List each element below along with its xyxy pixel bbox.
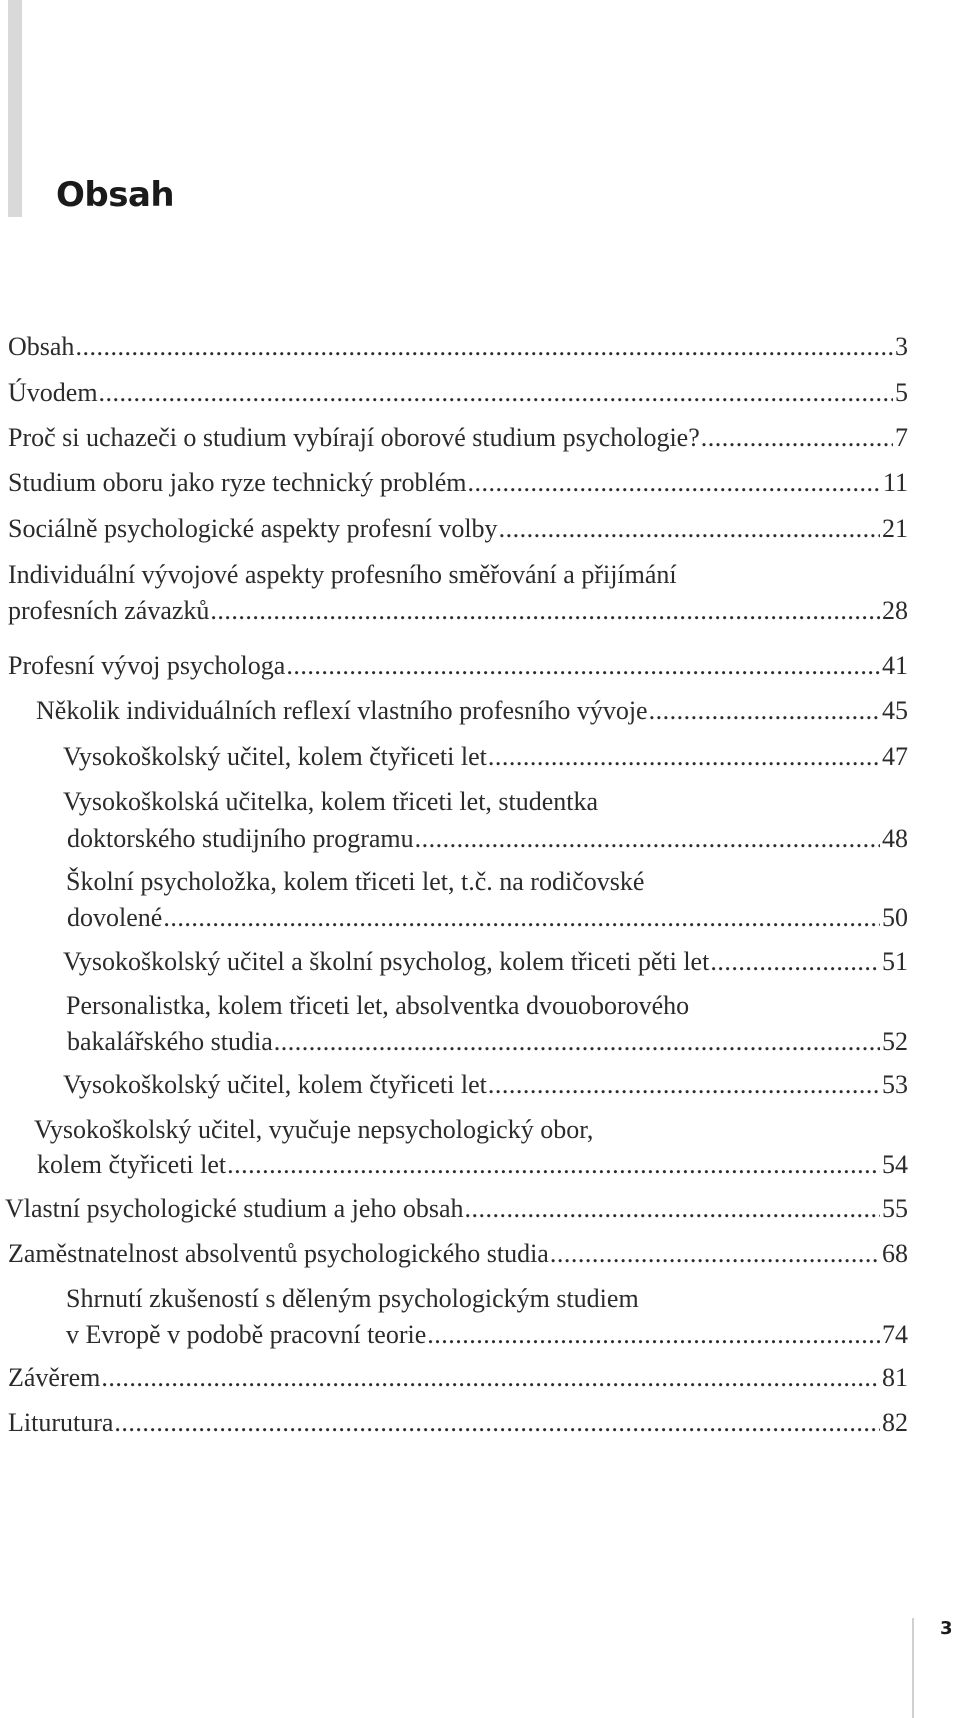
toc-entry-title: Studium oboru jako ryze technický problém <box>8 468 467 497</box>
toc-entry-title: Několik individuálních reflexí vlastního profesního vývoje <box>36 696 648 725</box>
toc-entry-title: Proč si uchazeči o studium vybírají oborové studium psychologie? <box>8 423 700 452</box>
toc-entry-page: 82 <box>882 1408 908 1437</box>
toc-entry-title: Personalistka, kolem třiceti let, absolventka dvouoborového <box>66 991 690 1020</box>
toc-entry-page: 74 <box>882 1320 908 1349</box>
toc-leader-dots <box>468 468 881 498</box>
toc-leader-dots <box>210 596 880 626</box>
page-title: Obsah <box>56 175 175 215</box>
toc-entry-title: Vlastní psychologické studium a jeho obsah <box>5 1194 464 1223</box>
toc-entry-line-wrapped <box>66 1284 639 1314</box>
toc-leader-dots <box>227 1150 880 1180</box>
toc-entry-page: 3 <box>895 332 908 361</box>
toc-entry-page: 55 <box>882 1194 908 1223</box>
toc-entry-title: Liturutura <box>8 1408 114 1437</box>
toc-entry-title: bakalářského studia <box>67 1027 273 1056</box>
toc-entry-line <box>8 1239 908 1269</box>
toc-entry-line <box>67 1027 908 1057</box>
toc-entry-line <box>66 1320 908 1350</box>
toc-leader-dots <box>274 1027 880 1057</box>
toc-entry-line <box>36 696 908 726</box>
toc-entry-title: Individuální vývojové aspekty profesního směřování a přijímání <box>8 560 677 589</box>
toc-entry-line <box>63 742 908 772</box>
page-number-rule <box>912 1618 914 1718</box>
toc-entry-title: Vysokoškolský učitel, kolem čtyřiceti let <box>63 1070 487 1099</box>
toc-entry-title: profesních závazků <box>8 596 210 625</box>
toc-leader-dots <box>286 651 880 681</box>
toc-entry-line <box>67 824 908 854</box>
toc-leader-dots <box>488 742 880 772</box>
toc-entry-line-wrapped <box>66 991 689 1021</box>
toc-entry-line <box>5 1194 908 1224</box>
page-accent-bar <box>8 0 22 217</box>
toc-entry-title: dovolené <box>67 903 163 932</box>
toc-entry-title: doktorského studijního programu <box>67 824 414 853</box>
toc-leader-dots <box>415 824 880 854</box>
toc-entry-page: 81 <box>882 1363 908 1392</box>
toc-entry-title: Obsah <box>8 332 75 361</box>
toc-leader-dots <box>163 903 880 933</box>
toc-entry-title: Školní psycholožka, kolem třiceti let, t.č. na rodičovské <box>66 867 645 896</box>
toc-leader-dots <box>99 378 893 408</box>
toc-entry-title: Zaměstnatelnost absolventů psychologického studia <box>8 1239 549 1268</box>
toc-entry-title: v Evropě v podobě pracovní teorie <box>66 1320 427 1349</box>
toc-entry-title: Shrnutí zkušeností s děleným psychologickým studiem <box>66 1284 639 1313</box>
toc-entry-line <box>63 1070 908 1100</box>
toc-entry-line-wrapped <box>66 867 644 897</box>
toc-leader-dots <box>114 1408 880 1438</box>
toc-entry-line-wrapped <box>63 787 598 817</box>
toc-entry-page: 47 <box>882 742 908 771</box>
toc-leader-dots <box>488 1070 880 1100</box>
toc-entry-line <box>8 1408 908 1438</box>
toc-entry-page: 21 <box>882 514 908 543</box>
page-number: 3 <box>940 1618 953 1639</box>
toc-entry-page: 11 <box>882 468 908 497</box>
toc-entry-line <box>8 651 908 681</box>
toc-entry-page: 5 <box>895 378 908 407</box>
toc-leader-dots <box>427 1320 880 1350</box>
toc-entry-line <box>8 1363 908 1393</box>
toc-entry-title: Závěrem <box>8 1363 101 1392</box>
toc-entry-line <box>8 378 908 408</box>
toc-leader-dots <box>101 1363 880 1393</box>
toc-leader-dots <box>75 332 893 362</box>
toc-entry-line <box>37 1150 908 1180</box>
toc-entry-page: 7 <box>895 423 908 452</box>
toc-entry-page: 52 <box>882 1027 908 1056</box>
toc-entry-page: 41 <box>882 651 908 680</box>
toc-entry-title: Úvodem <box>8 378 98 407</box>
toc-entry-line <box>8 332 908 362</box>
toc-leader-dots <box>710 947 880 977</box>
toc-entry-page: 28 <box>882 596 908 625</box>
toc-entry-page: 53 <box>882 1070 908 1099</box>
toc-entry-line <box>63 947 908 977</box>
toc-entry-page: 45 <box>882 696 908 725</box>
toc-entry-title: Vysokoškolský učitel, vyučuje nepsychologický obor, <box>34 1115 594 1144</box>
toc-entry-line <box>67 903 908 933</box>
toc-entry-title: Vysokoškolský učitel a školní psycholog, kolem třiceti pěti let <box>63 947 710 976</box>
toc-leader-dots <box>649 696 880 726</box>
toc-entry-line <box>8 468 908 498</box>
toc-entry-page: 54 <box>882 1150 908 1179</box>
toc-entry-title: kolem čtyřiceti let <box>37 1150 227 1179</box>
toc-entry-line-wrapped <box>8 560 677 590</box>
toc-entry-line <box>8 596 908 626</box>
toc-entry-line <box>8 423 908 453</box>
toc-entry-title: Vysokoškolský učitel, kolem čtyřiceti let <box>63 742 487 771</box>
toc-entry-line <box>8 514 908 544</box>
toc-entry-page: 68 <box>882 1239 908 1268</box>
toc-entry-title: Vysokoškolská učitelka, kolem třiceti let, studentka <box>63 787 599 816</box>
toc-entry-title: Sociálně psychologické aspekty profesní volby <box>8 514 498 543</box>
toc-leader-dots <box>499 514 880 544</box>
toc-leader-dots <box>465 1194 880 1224</box>
toc-leader-dots <box>701 423 893 453</box>
toc-entry-page: 48 <box>882 824 908 853</box>
toc-leader-dots <box>550 1239 880 1269</box>
toc-entry-title: Profesní vývoj psychologa <box>8 651 286 680</box>
toc-entry-page: 51 <box>882 947 908 976</box>
toc-entry-page: 50 <box>882 903 908 932</box>
toc-entry-line-wrapped <box>34 1115 593 1145</box>
